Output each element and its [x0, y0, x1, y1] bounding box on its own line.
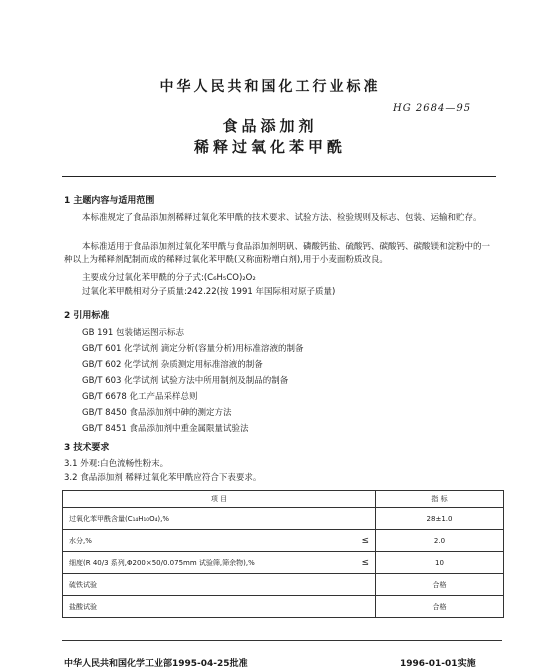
reference-item: GB/T 6678 化工产品采样总则 — [82, 392, 198, 402]
table-header-item: 项 目 — [63, 491, 376, 508]
table-header-row — [63, 491, 504, 508]
document-title-line2: 稀释过氧化苯甲酰 — [193, 138, 346, 156]
standard-code: HG 2684—95 — [393, 103, 472, 114]
reference-item: GB/T 603 化学试剂 试验方法中所用制剂及制品的制备 — [82, 376, 289, 386]
section-1-heading: 1 主题内容与适用范围 — [64, 196, 155, 206]
approval-info: 中华人民共和国化学工业部1995-04-25批准 — [64, 659, 248, 669]
table-row — [63, 508, 504, 530]
le-symbol: ≤ — [361, 557, 369, 568]
le-symbol: ≤ — [361, 535, 369, 546]
table-cell-value: 合格 — [376, 574, 504, 596]
table-row — [63, 552, 504, 574]
table-cell-item — [63, 552, 376, 574]
item-label: 盐酸试验 — [69, 602, 97, 611]
item-label: 过氧化苯甲酰含量(C₁₄H₁₀O₄),% — [69, 514, 170, 523]
table-cell-item — [63, 574, 376, 596]
reference-item: GB/T 602 化学试剂 杂质测定用标准溶液的制备 — [82, 360, 263, 370]
item-label: 硫铁试验 — [69, 580, 97, 589]
section-1-molecular-formula: 主要成分过氧化苯甲酰的分子式:(C₆H₅CO)₂O₂ — [82, 273, 256, 283]
table-header-standard: 指 标 — [376, 491, 504, 508]
table-cell-item — [63, 530, 376, 552]
table-cell-value: 28±1.0 — [376, 508, 504, 530]
table-row — [63, 530, 504, 552]
table-cell-value: 2.0 — [376, 530, 504, 552]
document-title-line1: 食品添加剂 — [222, 117, 318, 135]
section-3-heading: 3 技术要求 — [64, 443, 110, 453]
section-1-paragraph-1: 本标准规定了食品添加剂稀释过氧化苯甲酰的技术要求、试验方法、检验规则及标志、包装、运输和贮存。 — [82, 213, 482, 223]
item-label: 细度(R 40/3 系列,Φ200×50/0.075mm 试验筛,筛余物),% — [69, 558, 255, 567]
reference-item: GB/T 601 化学试剂 滴定分析(容量分析)用标准溶液的制备 — [82, 344, 304, 354]
reference-item: GB 191 包装储运图示标志 — [82, 328, 185, 338]
reference-item: GB/T 8451 食品添加剂中重金属限量试验法 — [82, 424, 249, 434]
section-1-molecular-mass: 过氧化苯甲酰相对分子质量:242.22(按 1991 年国际相对原子质量) — [82, 287, 336, 297]
standard-category: 中华人民共和国化工行业标准 — [159, 79, 381, 95]
table-cell-value: 10 — [376, 552, 504, 574]
section-3-item-2: 3.2 食品添加剂 稀释过氧化苯甲酰应符合下表要求。 — [64, 473, 262, 483]
table-cell-item — [63, 508, 376, 530]
table-row — [63, 574, 504, 596]
footer-divider — [62, 640, 502, 641]
header-divider — [62, 176, 496, 177]
requirements-table — [62, 490, 504, 618]
section-1-paragraph-2: 本标准适用于食品添加剂过氧化苯甲酰与食品添加剂明矾、磷酸钙盐、硫酸钙、碳酸钙、碳酸镁和淀粉中的一种以上为稀释剂配制而成的稀释过氧化苯甲酰(又称面粉增白剂),用于小麦面粉质改良。 — [64, 242, 491, 265]
reference-item: GB/T 8450 食品添加剂中砷的测定方法 — [82, 408, 232, 418]
table-row — [63, 596, 504, 618]
item-label: 水分,% — [69, 536, 92, 545]
section-3-item-1: 3.1 外观:白色流畅性粉末。 — [64, 459, 169, 469]
section-2-heading: 2 引用标准 — [64, 311, 110, 321]
implementation-date: 1996-01-01实施 — [400, 659, 476, 669]
table-cell-value: 合格 — [376, 596, 504, 618]
table-cell-item — [63, 596, 376, 618]
